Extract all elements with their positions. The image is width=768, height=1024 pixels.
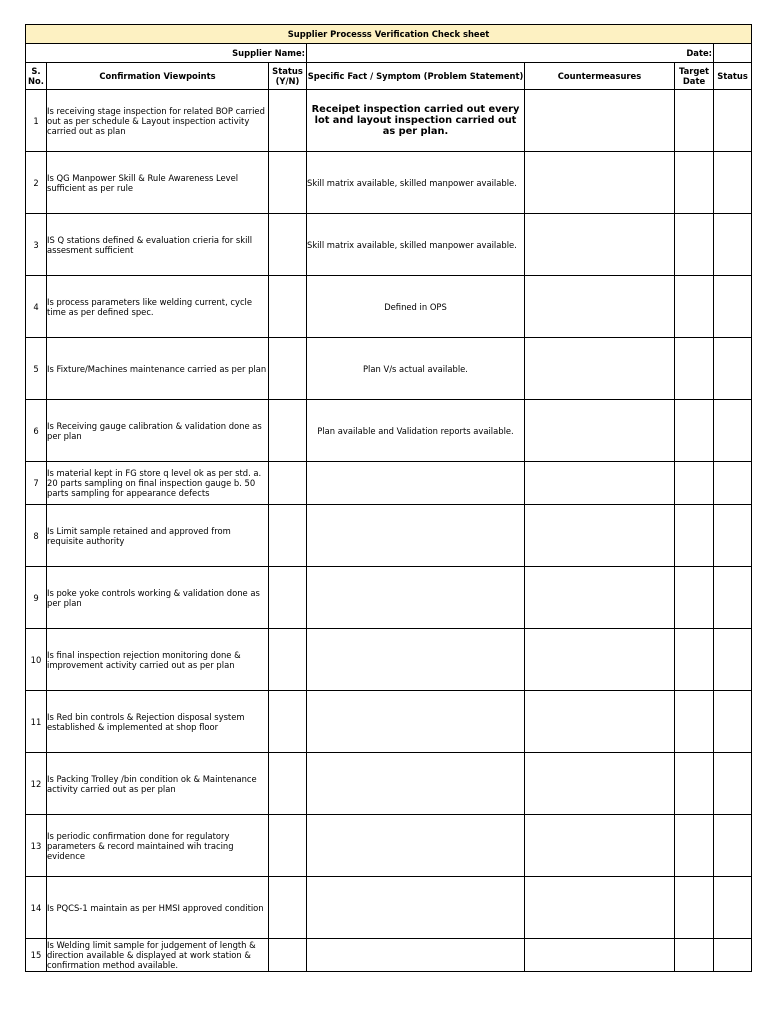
viewpoint-cell: Is process parameters like welding current, cycle time as per defined spec. bbox=[47, 276, 269, 338]
status-cell[interactable] bbox=[714, 462, 752, 505]
viewpoint-cell: Is PQCS-1 maintain as per HMSI approved condition bbox=[47, 877, 269, 939]
target-date-cell[interactable] bbox=[675, 462, 714, 505]
fact-cell: Defined in OPS bbox=[307, 276, 525, 338]
status-yn-cell[interactable] bbox=[269, 462, 307, 505]
status-cell[interactable] bbox=[714, 877, 752, 939]
row-number: 14 bbox=[26, 877, 47, 939]
fact-cell[interactable] bbox=[307, 877, 525, 939]
row-number: 9 bbox=[26, 567, 47, 629]
countermeasure-cell[interactable] bbox=[525, 691, 675, 753]
table-row bbox=[26, 152, 752, 214]
table-row bbox=[26, 505, 752, 567]
table-row bbox=[26, 939, 752, 972]
header-status-yn: Status (Y/N) bbox=[269, 63, 307, 90]
viewpoint-cell: Is Packing Trolley /bin condition ok & Maintenance activity carried out as per plan bbox=[47, 753, 269, 815]
row-number: 12 bbox=[26, 753, 47, 815]
status-yn-cell[interactable] bbox=[269, 939, 307, 972]
table-row bbox=[26, 877, 752, 939]
viewpoint-cell: Is material kept in FG store q level ok as per std. a. 20 parts sampling on final inspection gauge b. 50 parts sampling for appearance defects bbox=[47, 462, 269, 505]
status-yn-cell[interactable] bbox=[269, 629, 307, 691]
header-status: Status bbox=[714, 63, 752, 90]
table-row bbox=[26, 629, 752, 691]
viewpoint-cell: Is periodic confirmation done for regulatory parameters & record maintained wih tracing evidence bbox=[47, 815, 269, 877]
fact-cell[interactable] bbox=[307, 629, 525, 691]
fact-cell[interactable] bbox=[307, 815, 525, 877]
status-cell[interactable] bbox=[714, 90, 752, 152]
row-number: 5 bbox=[26, 338, 47, 400]
supplier-name-label: Supplier Name: bbox=[26, 44, 307, 63]
row-number: 2 bbox=[26, 152, 47, 214]
table-row bbox=[26, 214, 752, 276]
target-date-cell[interactable] bbox=[675, 90, 714, 152]
sheet-title: Supplier Processs Verification Check sheet bbox=[26, 25, 752, 44]
row-number: 6 bbox=[26, 400, 47, 462]
header-sno: S. No. bbox=[26, 63, 47, 90]
viewpoint-cell: Is Welding limit sample for judgement of length & direction available & displayed at work station & confirmation method available. bbox=[47, 939, 269, 972]
table-row bbox=[26, 691, 752, 753]
title-row bbox=[26, 25, 752, 44]
fact-cell[interactable] bbox=[307, 753, 525, 815]
status-yn-cell[interactable] bbox=[269, 815, 307, 877]
fact-cell: Skill matrix available, skilled manpower available. bbox=[307, 214, 525, 276]
supplier-info-row bbox=[26, 44, 752, 63]
countermeasure-cell[interactable] bbox=[525, 338, 675, 400]
status-cell[interactable] bbox=[714, 691, 752, 753]
viewpoint-cell: IS Q stations defined & evaluation crieria for skill assesment sufficient bbox=[47, 214, 269, 276]
table-row bbox=[26, 567, 752, 629]
viewpoint-cell: Is receiving stage inspection for related BOP carried out as per schedule & Layout inspection activity carried out as plan bbox=[47, 90, 269, 152]
target-date-cell[interactable] bbox=[675, 505, 714, 567]
status-cell[interactable] bbox=[714, 338, 752, 400]
status-cell[interactable] bbox=[714, 505, 752, 567]
row-number: 4 bbox=[26, 276, 47, 338]
countermeasure-cell[interactable] bbox=[525, 462, 675, 505]
row-number: 11 bbox=[26, 691, 47, 753]
target-date-cell[interactable] bbox=[675, 939, 714, 972]
table-row bbox=[26, 815, 752, 877]
target-date-cell[interactable] bbox=[675, 214, 714, 276]
viewpoint-cell: Is final inspection rejection monitoring done & improvement activity carried out as per plan bbox=[47, 629, 269, 691]
row-number: 8 bbox=[26, 505, 47, 567]
fact-cell: Plan available and Validation reports available. bbox=[307, 400, 525, 462]
countermeasure-cell[interactable] bbox=[525, 939, 675, 972]
status-yn-cell[interactable] bbox=[269, 90, 307, 152]
viewpoint-cell: Is Limit sample retained and approved from requisite authority bbox=[47, 505, 269, 567]
target-date-cell[interactable] bbox=[675, 815, 714, 877]
target-date-cell[interactable] bbox=[675, 691, 714, 753]
target-date-cell[interactable] bbox=[675, 629, 714, 691]
countermeasure-cell[interactable] bbox=[525, 505, 675, 567]
status-cell[interactable] bbox=[714, 753, 752, 815]
table-row bbox=[26, 338, 752, 400]
fact-cell[interactable] bbox=[307, 462, 525, 505]
target-date-cell[interactable] bbox=[675, 567, 714, 629]
fact-cell: Receipet inspection carried out every lot and layout inspection carried out as per plan. bbox=[307, 90, 525, 152]
viewpoint-cell: Is Red bin controls & Rejection disposal system established & implemented at shop floor bbox=[47, 691, 269, 753]
countermeasure-cell[interactable] bbox=[525, 753, 675, 815]
status-yn-cell[interactable] bbox=[269, 691, 307, 753]
header-countermeasures: Countermeasures bbox=[525, 63, 675, 90]
viewpoint-cell: Is Fixture/Machines maintenance carried as per plan bbox=[47, 338, 269, 400]
countermeasure-cell[interactable] bbox=[525, 90, 675, 152]
fact-cell[interactable] bbox=[307, 939, 525, 972]
row-number: 13 bbox=[26, 815, 47, 877]
countermeasure-cell[interactable] bbox=[525, 567, 675, 629]
status-yn-cell[interactable] bbox=[269, 567, 307, 629]
status-yn-cell[interactable] bbox=[269, 152, 307, 214]
target-date-cell[interactable] bbox=[675, 400, 714, 462]
viewpoint-cell: Is QG Manpower Skill & Rule Awareness Level sufficient as per rule bbox=[47, 152, 269, 214]
status-yn-cell[interactable] bbox=[269, 338, 307, 400]
row-number: 15 bbox=[26, 939, 47, 972]
check-sheet-table bbox=[25, 24, 752, 972]
status-cell[interactable] bbox=[714, 567, 752, 629]
header-row bbox=[26, 63, 752, 90]
status-cell[interactable] bbox=[714, 152, 752, 214]
status-yn-cell[interactable] bbox=[269, 877, 307, 939]
row-number: 7 bbox=[26, 462, 47, 505]
table-row bbox=[26, 753, 752, 815]
table-row bbox=[26, 462, 752, 505]
viewpoint-cell: Is poke yoke controls working & validation done as per plan bbox=[47, 567, 269, 629]
fact-cell: Skill matrix available, skilled manpower available. bbox=[307, 152, 525, 214]
target-date-cell[interactable] bbox=[675, 877, 714, 939]
fact-cell[interactable] bbox=[307, 691, 525, 753]
status-yn-cell[interactable] bbox=[269, 505, 307, 567]
table-row bbox=[26, 90, 752, 152]
fact-cell[interactable] bbox=[307, 567, 525, 629]
countermeasure-cell[interactable] bbox=[525, 276, 675, 338]
target-date-cell[interactable] bbox=[675, 276, 714, 338]
date-label: Date: bbox=[307, 44, 714, 63]
status-cell[interactable] bbox=[714, 629, 752, 691]
status-cell[interactable] bbox=[714, 939, 752, 972]
fact-cell: Plan V/s actual available. bbox=[307, 338, 525, 400]
countermeasure-cell[interactable] bbox=[525, 214, 675, 276]
table-row bbox=[26, 276, 752, 338]
status-cell[interactable] bbox=[714, 400, 752, 462]
fact-cell[interactable] bbox=[307, 505, 525, 567]
status-cell[interactable] bbox=[714, 815, 752, 877]
table-row bbox=[26, 400, 752, 462]
header-fact: Specific Fact / Symptom (Problem Statement) bbox=[307, 63, 525, 90]
target-date-cell[interactable] bbox=[675, 338, 714, 400]
status-cell[interactable] bbox=[714, 276, 752, 338]
header-target-date: Target Date bbox=[675, 63, 714, 90]
date-value[interactable] bbox=[714, 44, 752, 63]
target-date-cell[interactable] bbox=[675, 753, 714, 815]
row-number: 10 bbox=[26, 629, 47, 691]
status-yn-cell[interactable] bbox=[269, 400, 307, 462]
countermeasure-cell[interactable] bbox=[525, 400, 675, 462]
row-number: 1 bbox=[26, 90, 47, 152]
status-yn-cell[interactable] bbox=[269, 276, 307, 338]
status-yn-cell[interactable] bbox=[269, 753, 307, 815]
countermeasure-cell[interactable] bbox=[525, 877, 675, 939]
status-yn-cell[interactable] bbox=[269, 214, 307, 276]
viewpoint-cell: Is Receiving gauge calibration & validation done as per plan bbox=[47, 400, 269, 462]
row-number: 3 bbox=[26, 214, 47, 276]
countermeasure-cell[interactable] bbox=[525, 629, 675, 691]
status-cell[interactable] bbox=[714, 214, 752, 276]
countermeasure-cell[interactable] bbox=[525, 815, 675, 877]
header-viewpoints: Confirmation Viewpoints bbox=[47, 63, 269, 90]
target-date-cell[interactable] bbox=[675, 152, 714, 214]
countermeasure-cell[interactable] bbox=[525, 152, 675, 214]
